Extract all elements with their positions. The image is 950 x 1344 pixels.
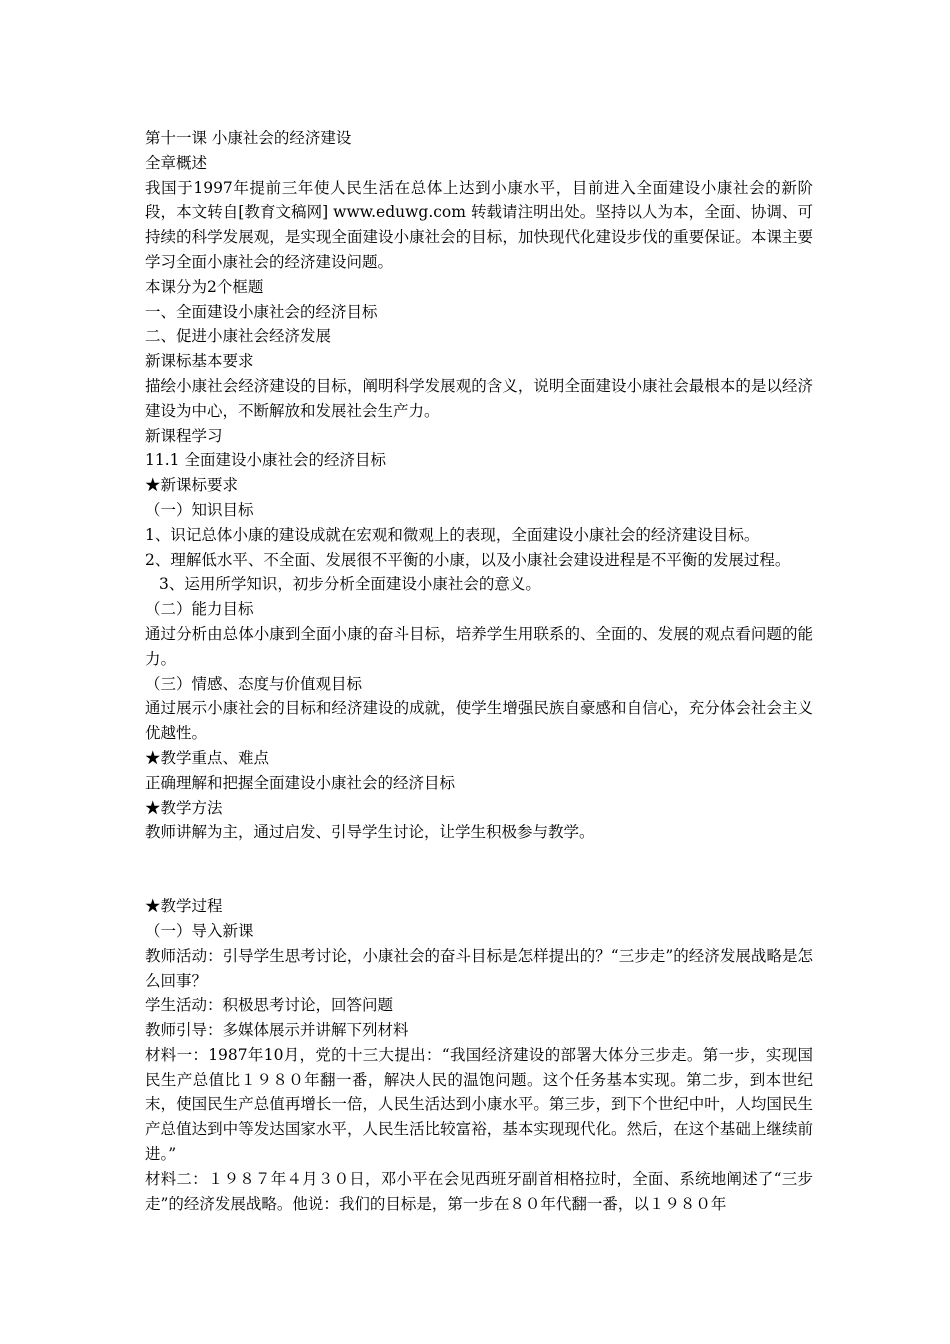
teacher-activity-paragraph: 教师活动：引导学生思考讨论，小康社会的奋斗目标是怎样提出的？“三步走”的经济发展战略是怎么回事？ xyxy=(145,946,813,990)
text-line: 教师引导：多媒体展示并讲解下列材料 xyxy=(145,1021,409,1040)
section-heading-requirements: 新课标基本要求 xyxy=(145,352,254,371)
text-line: （三）情感、态度与价值观目标 xyxy=(145,674,363,693)
text-line: 二、促进小康社会经济发展 xyxy=(145,327,332,346)
blank-gap xyxy=(145,845,813,894)
text-line: 学生活动：积极思考讨论，回答问题 xyxy=(145,996,394,1015)
document-page xyxy=(145,126,813,1216)
text-line: 教师讲解为主，通过启发、引导学生讨论，让学生积极参与教学。 xyxy=(145,823,595,842)
lesson-title: 第十一课 小康社会的经济建设 xyxy=(145,129,352,147)
text-line: 新课程学习 xyxy=(145,426,223,445)
list-item: 2、理解低水平、不全面、发展很不平衡的小康，以及小康社会建设进程是不平衡的发展过程。 xyxy=(145,550,791,569)
star-heading: ★新课标要求 xyxy=(145,476,239,495)
emotion-paragraph: 通过展示小康社会的目标和经济建设的成就，使学生增强民族自豪感和自信心，充分体会社会主义优越性。 xyxy=(145,699,813,743)
ability-paragraph: 通过分析由总体小康到全面小康的奋斗目标，培养学生用联系的、全面的、发展的观点看问题的能力。 xyxy=(145,624,813,668)
requirements-paragraph: 描绘小康社会经济建设的目标，阐明科学发展观的含义，说明全面建设小康社会最根本的是以经济建设为中心，不断解放和发展社会生产力。 xyxy=(145,376,813,420)
text-line: 一、全面建设小康社会的经济目标 xyxy=(145,302,378,321)
subsection-title: 11.1 全面建设小康社会的经济目标 xyxy=(145,451,386,470)
text-line: （二）能力目标 xyxy=(145,600,254,619)
star-heading: ★教学方法 xyxy=(145,798,223,817)
material-one-paragraph: 材料一：1987年10月，党的十三大提出：“我国经济建设的部署大体分三步走。第一步，实现国民生产总值比１９８０年翻一番，解决人民的温饱问题。这个任务基本实现。第二步，到本世纪末，使国民生产总值再增长一倍，人民生活达到小康水平。第三步，到下个世纪中叶，人均国民生产总值达到中等发达国家水平，人民生活比较富裕，基本实现现代化。然后，在这个基础上继续前进。” xyxy=(145,1045,813,1164)
material-two-paragraph: 材料二：１９８７年４月３０日，邓小平在会见西班牙副首相格拉时，全面、系统地阐述了“三步走”的经济发展战略。他说：我们的目标是，第一步在８０年代翻一番，以１９８０年 xyxy=(145,1169,813,1213)
list-item: 3、运用所学知识，初步分析全面建设小康社会的意义。 xyxy=(159,575,541,594)
star-heading: ★教学重点、难点 xyxy=(145,748,270,767)
star-heading: ★教学过程 xyxy=(145,897,223,916)
section-heading-overview: 全章概述 xyxy=(145,153,208,172)
text-line: 本课分为2个框题 xyxy=(145,277,264,296)
text-line: （一）知识目标 xyxy=(145,500,254,519)
text-line: （一）导入新课 xyxy=(145,921,254,940)
text-line: 正确理解和把握全面建设小康社会的经济目标 xyxy=(145,773,456,792)
intro-paragraph: 我国于1997年提前三年使人民生活在总体上达到小康水平，目前进入全面建设小康社会的新阶段，本文转自[教育文稿网] www.eduwg.com 转载请注明出处。坚持以人为本，全面、协调、可持续的科学发展观，是实现全面建设小康社会的目标，加快现代化建设步伐的重要保证。本课主要学习全面小康社会的经济建设问题。 xyxy=(145,178,813,271)
list-item: 1、识记总体小康的建设成就在宏观和微观上的表现，全面建设小康社会的经济建设目标。 xyxy=(145,525,760,544)
